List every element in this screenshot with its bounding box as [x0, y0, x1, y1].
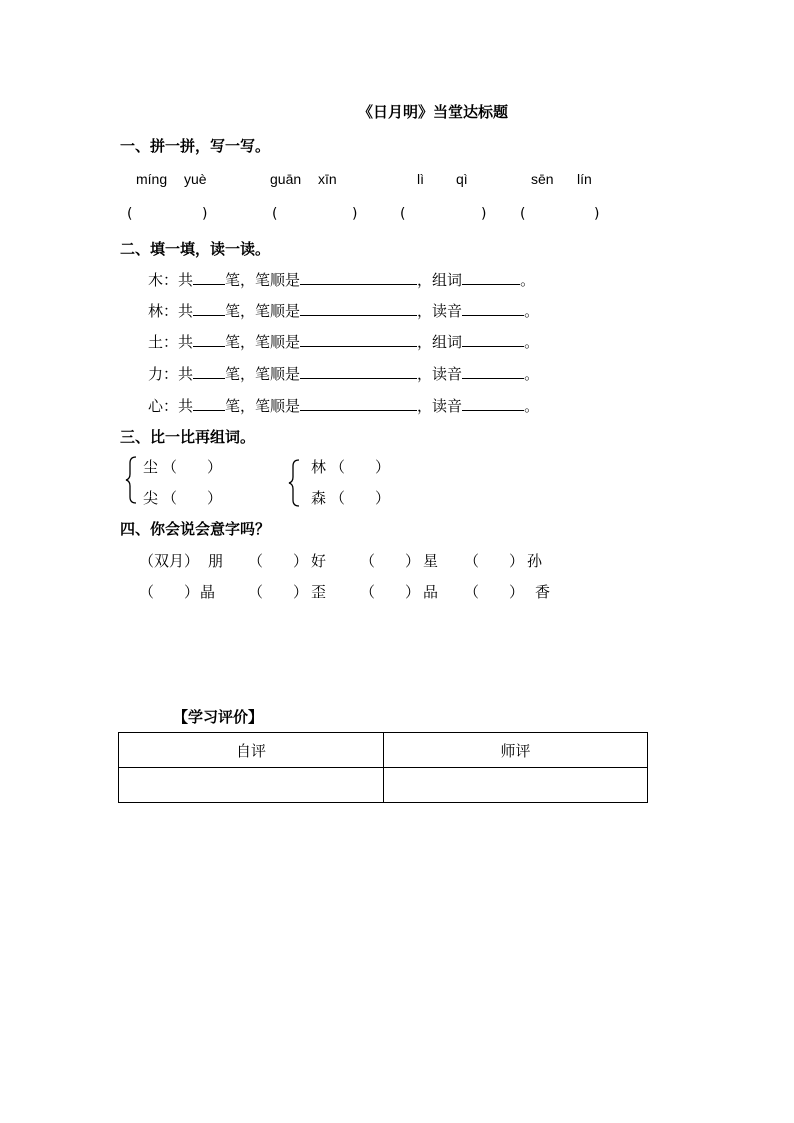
evaluation-table	[118, 732, 648, 803]
ideogram-char: 品	[423, 583, 439, 601]
evaluation-header-row	[119, 733, 648, 768]
answer-paren-close-2: )	[352, 206, 358, 222]
self-eval-header: 自评	[119, 733, 384, 768]
answer-paren-close-4: )	[594, 206, 600, 222]
fill-row-char: 土	[148, 333, 164, 351]
ideogram-char: 孙	[527, 552, 543, 570]
fill-row-end: 。	[524, 302, 540, 320]
word-blank[interactable]	[462, 332, 524, 347]
pinyin-sen: sēn	[531, 171, 554, 187]
pinyin-li: lì	[417, 171, 424, 187]
pinyin-ming: míng	[136, 171, 168, 187]
word-blank[interactable]	[462, 301, 524, 316]
fill-row-word-label: ，组词	[417, 271, 463, 289]
teacher-eval-cell[interactable]	[384, 768, 648, 803]
fill-row-char: 力	[148, 365, 164, 383]
fill-row	[148, 395, 539, 416]
fill-row-bi: 笔，笔顺是	[225, 333, 301, 351]
fill-row-end: 。	[520, 271, 536, 289]
section3-heading: 三、比一比再组词。	[120, 428, 256, 446]
fill-row-gong: ：共	[163, 397, 194, 415]
fill-row-gong: ：共	[163, 333, 194, 351]
pinyin-yue: yuè	[184, 171, 207, 187]
ideogram-char: 歪	[311, 583, 327, 601]
ideogram-paren[interactable]: （ ）	[248, 583, 309, 601]
ideogram-char: 星	[423, 552, 439, 570]
ideogram-char: 朋	[208, 552, 224, 570]
fill-row	[148, 300, 539, 321]
stroke-count-blank[interactable]	[193, 301, 225, 316]
fill-row-end: 。	[524, 333, 540, 351]
word-blank[interactable]	[462, 364, 524, 379]
fill-row-char: 林	[148, 302, 164, 320]
stroke-order-blank[interactable]	[300, 301, 417, 316]
fill-row-gong: ：共	[163, 271, 194, 289]
word-blank[interactable]	[462, 270, 520, 285]
compare-char-lin: 林	[311, 458, 327, 476]
ideogram-char: 好	[311, 552, 327, 570]
left-brace-icon	[287, 458, 303, 508]
ideogram-paren[interactable]: （ ）	[464, 583, 525, 601]
fill-row	[148, 331, 539, 352]
compare-paren[interactable]: （ ）	[162, 458, 223, 476]
compare-char-sen: 森	[311, 489, 327, 507]
stroke-order-blank[interactable]	[300, 396, 417, 411]
evaluation-heading: 【学习评价】	[173, 708, 264, 726]
fill-row-word-label: ，读音	[417, 302, 463, 320]
compare-paren[interactable]: （ ）	[162, 489, 223, 507]
compare-paren[interactable]: （ ）	[330, 458, 391, 476]
compare-char-jian: 尖	[143, 489, 159, 507]
ideogram-paren[interactable]: （ ）	[464, 552, 525, 570]
fill-row-bi: 笔，笔顺是	[225, 271, 301, 289]
answer-paren-open-3: (	[400, 206, 406, 222]
fill-row	[148, 363, 539, 384]
fill-row-end: 。	[524, 365, 540, 383]
fill-row-gong: ：共	[163, 365, 194, 383]
stroke-count-blank[interactable]	[193, 332, 225, 347]
stroke-count-blank[interactable]	[193, 364, 225, 379]
pinyin-lin: lín	[577, 171, 592, 187]
word-blank[interactable]	[462, 396, 524, 411]
compare-char-chen: 尘	[143, 458, 159, 476]
answer-paren-open-2: (	[272, 206, 278, 222]
ideogram-paren[interactable]: （ ）	[248, 552, 309, 570]
ideogram-paren[interactable]: （双月）	[139, 552, 200, 570]
stroke-order-blank[interactable]	[300, 270, 417, 285]
ideogram-paren[interactable]: （ ）	[139, 583, 200, 601]
stroke-count-blank[interactable]	[193, 396, 225, 411]
fill-row-char: 心	[148, 397, 164, 415]
stroke-order-blank[interactable]	[300, 332, 417, 347]
ideogram-paren[interactable]: （ ）	[360, 552, 421, 570]
answer-paren-close-1: )	[202, 206, 208, 222]
fill-row-gong: ：共	[163, 302, 194, 320]
section4-heading: 四、你会说会意字吗？	[120, 520, 271, 538]
pinyin-qi: qì	[456, 171, 468, 187]
evaluation-input-row	[119, 768, 648, 803]
pinyin-guan: guān	[270, 171, 302, 187]
page-title: 《日月明》当堂达标题	[357, 103, 508, 121]
fill-row-word-label: ，组词	[417, 333, 463, 351]
ideogram-paren[interactable]: （ ）	[360, 583, 421, 601]
section1-heading: 一、拼一拼，写一写。	[120, 137, 271, 155]
left-brace-icon	[124, 455, 140, 505]
fill-row-word-label: ，读音	[417, 397, 463, 415]
stroke-order-blank[interactable]	[300, 364, 417, 379]
self-eval-cell[interactable]	[119, 768, 384, 803]
ideogram-char: 晶	[200, 583, 216, 601]
ideogram-char: 香	[535, 583, 551, 601]
fill-row	[148, 269, 535, 290]
answer-paren-open-4: (	[520, 206, 526, 222]
fill-row-end: 。	[524, 397, 540, 415]
teacher-eval-header: 师评	[384, 733, 648, 768]
fill-row-bi: 笔，笔顺是	[225, 365, 301, 383]
answer-paren-open-1: (	[127, 206, 133, 222]
answer-paren-close-3: )	[481, 206, 487, 222]
fill-row-bi: 笔，笔顺是	[225, 397, 301, 415]
pinyin-xin: xīn	[318, 171, 337, 187]
fill-row-char: 木	[148, 271, 164, 289]
compare-paren[interactable]: （ ）	[330, 489, 391, 507]
fill-row-word-label: ，读音	[417, 365, 463, 383]
fill-row-bi: 笔，笔顺是	[225, 302, 301, 320]
section2-heading: 二、填一填，读一读。	[120, 240, 271, 258]
stroke-count-blank[interactable]	[193, 270, 225, 285]
